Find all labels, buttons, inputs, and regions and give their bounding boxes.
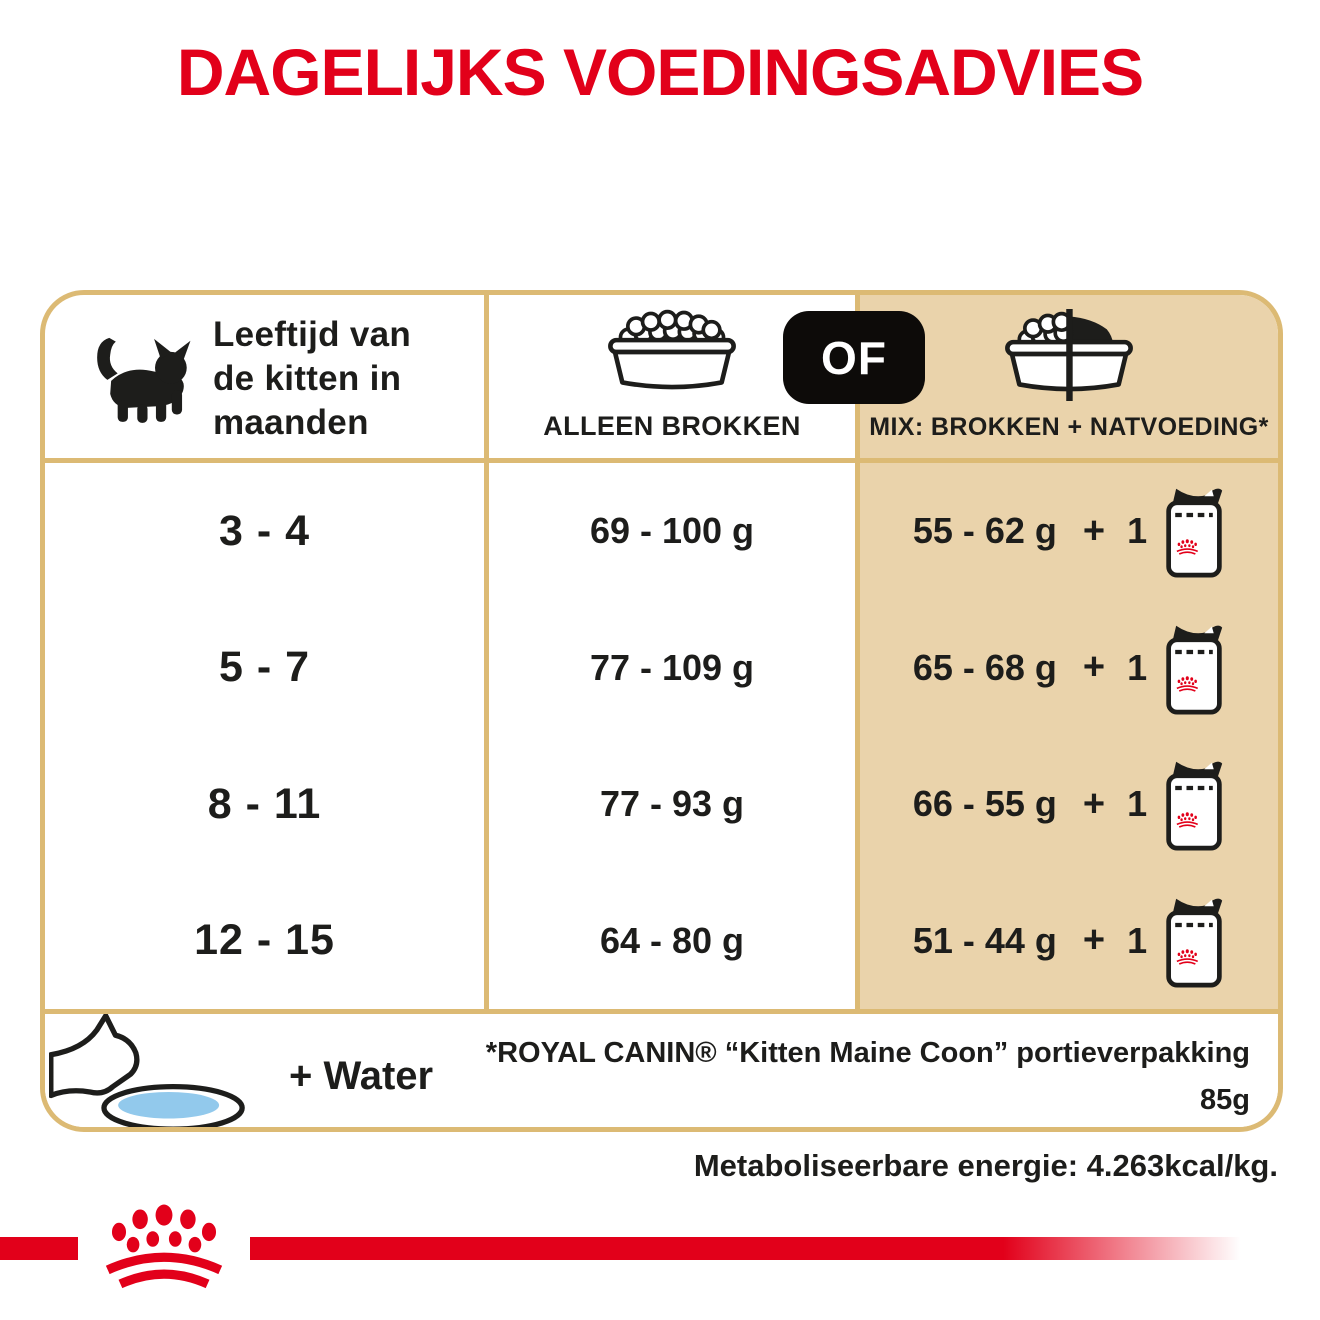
table-row [45, 600, 484, 737]
mix-header-label: MIX: BROKKEN + NATVOEDING* [869, 413, 1269, 441]
footnote-line1: *ROYAL CANIN® “Kitten Maine Coon” portieverpakking [485, 1037, 1250, 1069]
wet-food-pouch-icon [1163, 621, 1225, 715]
cat-drinking-icon [49, 1014, 267, 1132]
wet-food-pouch-icon [1163, 484, 1225, 578]
table-row [45, 736, 484, 873]
mix-amount-column [860, 463, 1278, 1009]
table-row [860, 463, 1278, 600]
table-row [45, 873, 484, 1010]
royal-canin-crown-icon [89, 1201, 239, 1291]
plus-sign: + [1082, 782, 1106, 825]
plus-sign: + [1082, 509, 1106, 552]
plus-sign: + [1082, 646, 1106, 689]
kitten-walking-icon [85, 332, 197, 426]
table-footer [45, 1009, 1278, 1127]
wet-food-pouch-icon [1163, 894, 1225, 988]
age-header-line2: de kitten in [213, 358, 402, 398]
page-title: DAGELIJKS VOEDINGSADVIES [176, 35, 1144, 109]
pouch-footnote [486, 1030, 1250, 1124]
pouch-count: 1 [1127, 646, 1148, 688]
dry-amount: 77 - 93 g [599, 783, 745, 825]
footnote-line2: 85g [1200, 1084, 1250, 1116]
dry-food-bowl-icon [582, 307, 762, 399]
dry-amount-column [489, 463, 860, 1009]
age-value: 8 - 11 [207, 779, 322, 828]
age-header-line1: Leeftijd van [213, 314, 412, 354]
table-row [860, 736, 1278, 873]
or-badge: OF [783, 311, 925, 404]
table-row [489, 873, 855, 1010]
mix-amount: 65 - 68 g [912, 646, 1057, 688]
age-header-line3: maanden [213, 402, 369, 442]
table-row [489, 600, 855, 737]
mix-amount: 66 - 55 g [912, 783, 1057, 825]
pouch-count: 1 [1127, 510, 1148, 552]
age-value: 12 - 15 [194, 916, 335, 965]
age-header-text [213, 313, 411, 445]
plus-sign: + [1082, 919, 1106, 962]
header-age-column [45, 295, 489, 463]
table-row [45, 463, 484, 600]
dry-amount: 77 - 109 g [589, 646, 755, 688]
dry-header-label: ALLEEN BROKKEN [543, 411, 801, 441]
age-value: 3 - 4 [218, 506, 311, 555]
age-value: 5 - 7 [218, 643, 311, 692]
table-row [860, 873, 1278, 1010]
mix-amount: 55 - 62 g [912, 510, 1057, 552]
table-row [489, 736, 855, 873]
mix-amount: 51 - 44 g [912, 919, 1057, 961]
table-row [489, 463, 855, 600]
feeding-table [40, 290, 1283, 1132]
pouch-count: 1 [1127, 783, 1148, 825]
half-dry-half-wet-bowl-icon [979, 309, 1159, 401]
wet-food-pouch-icon [1163, 757, 1225, 851]
dry-amount: 64 - 80 g [599, 919, 745, 961]
pouch-count: 1 [1127, 919, 1148, 961]
metabolizable-energy-note: Metaboliseerbare energie: 4.263kcal/kg. [693, 1148, 1278, 1183]
age-column [45, 463, 489, 1009]
water-label: + Water [289, 1054, 434, 1098]
dry-amount: 69 - 100 g [589, 510, 755, 552]
brand-crown-badge [78, 1198, 250, 1294]
table-row [860, 600, 1278, 737]
